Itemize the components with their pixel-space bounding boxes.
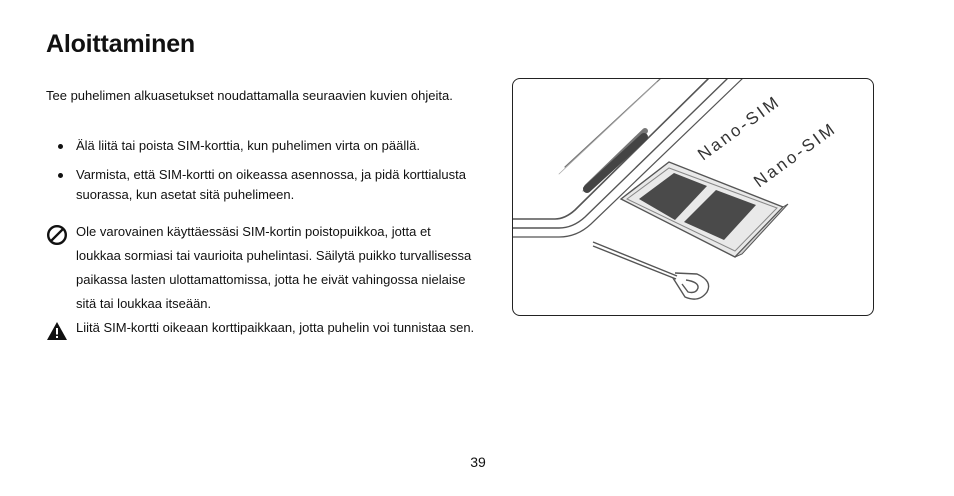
sim-ejector-pin-illustration bbox=[593, 242, 709, 299]
list-item bbox=[58, 136, 468, 156]
warning-triangle-icon bbox=[46, 320, 68, 342]
bullet-dot-icon bbox=[58, 144, 63, 149]
caution-note bbox=[46, 220, 476, 316]
intro-text: Tee puhelimen alkuasetukset noudattamalla seuraavien kuvien ohjeita. bbox=[46, 88, 453, 103]
sim-slot-label-2: Nano-SIM bbox=[750, 118, 841, 192]
page-title: Aloittaminen bbox=[46, 30, 195, 58]
warning-note bbox=[46, 316, 476, 340]
prohibited-icon bbox=[46, 224, 68, 246]
caution-note-text: Ole varovainen käyttäessäsi SIM-kortin poistopuikkoa, jotta et loukkaa sormiasi tai vaurioita puhelintasi. Säilytä puikko turvallisessa paikassa lasten ulottamattomissa, jotta he eivät vahingossa nielaise sitä tai loukkaa itseään. bbox=[76, 224, 472, 311]
warning-note-text: Liitä SIM-kortti oikeaan korttipaikkaan, jotta puhelin voi tunnistaa sen. bbox=[76, 320, 475, 335]
bullet-dot-icon bbox=[58, 173, 63, 178]
bullet-text: Älä liitä tai poista SIM-korttia, kun puhelimen virta on päällä. bbox=[76, 138, 420, 153]
sim-slot-label-1: Nano-SIM bbox=[694, 91, 785, 165]
bullet-list bbox=[58, 136, 468, 214]
list-item bbox=[58, 165, 468, 205]
page-number: 39 bbox=[470, 454, 486, 470]
sim-tray-illustration bbox=[513, 79, 873, 315]
sim-tray-figure bbox=[512, 78, 874, 316]
bullet-text: Varmista, että SIM-kortti on oikeassa asennossa, ja pidä korttialusta suorassa, kun asetat sitä puhelimeen. bbox=[76, 167, 466, 202]
